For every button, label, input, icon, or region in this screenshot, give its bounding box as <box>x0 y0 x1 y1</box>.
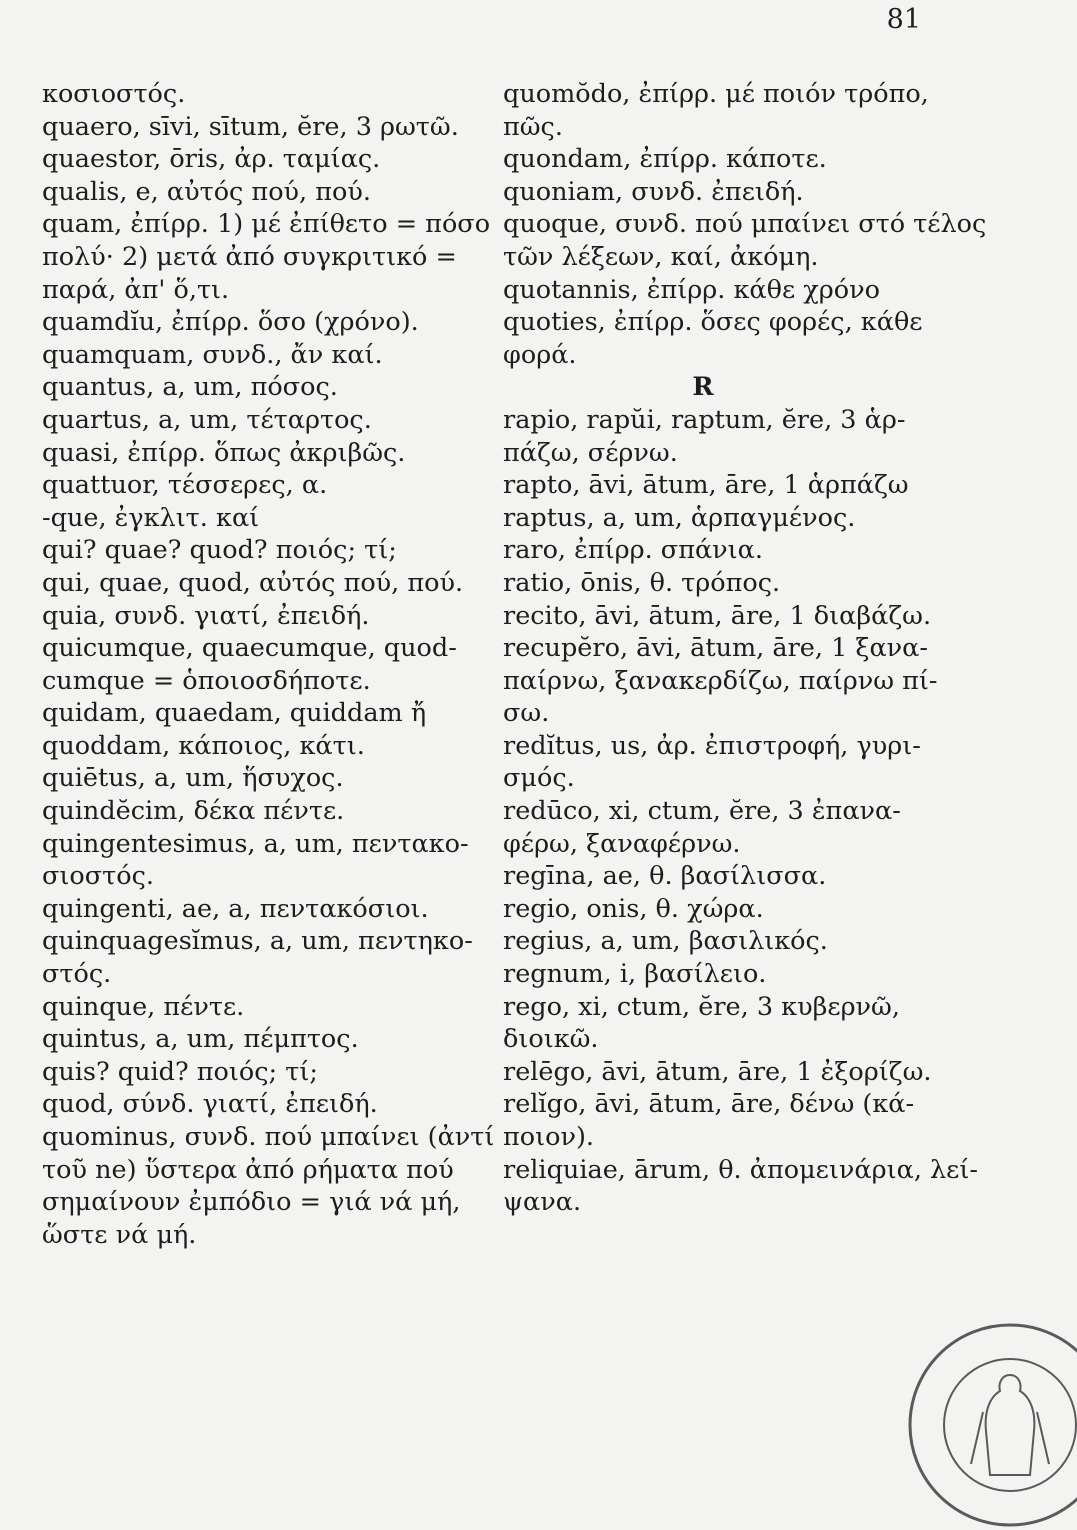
entry-line: quomŏdo, ἐπίρρ. μέ ποιόν τρόπο, <box>503 79 929 109</box>
dictionary-entry <box>42 111 462 144</box>
dictionary-entry <box>42 339 462 372</box>
entry-line: quantus, a, um, πόσος. <box>42 372 338 403</box>
dictionary-entry <box>503 176 953 209</box>
dictionary-entry <box>42 632 462 697</box>
entry-line: quamdĭu, ἐπίρρ. ὅσο (χρόνο). <box>42 307 419 338</box>
section-letter-heading: R <box>692 372 714 403</box>
dictionary-entry <box>503 860 953 893</box>
left-column <box>42 78 495 1251</box>
entry-line: quintus, a, um, πέμπτος. <box>42 1024 359 1055</box>
dictionary-entry <box>42 469 462 502</box>
entry-line: ποιον). <box>503 1122 595 1152</box>
entry-line: quingenti, ae, a, πεντακόσιοι. <box>42 893 429 924</box>
entry-line: quaestor, ōris, ἀρ. ταμίας. <box>42 144 381 175</box>
entry-line: quominus, συνδ. πού μπαίνει (ἀντί <box>42 1122 495 1152</box>
entry-line: quia, συνδ. γιατί, ἐπειδή. <box>42 600 370 631</box>
entry-line: quartus, a, um, τέταρτος. <box>42 404 372 435</box>
entry-line: τῶν λέξεων, καί, ἀκόμη. <box>503 241 819 272</box>
entry-line: πάζω, σέρνω. <box>503 437 678 468</box>
entry-line: ὥστε νά μή. <box>42 1219 197 1250</box>
dictionary-entry <box>42 893 462 926</box>
dictionary-entry <box>503 958 953 991</box>
entry-line: quondam, ἐπίρρ. κάποτε. <box>503 144 827 175</box>
dictionary-entry <box>42 828 469 893</box>
dictionary-entry <box>42 697 462 762</box>
dictionary-entry <box>503 600 953 633</box>
entry-line: φέρω, ξαναφέρνω. <box>503 828 741 859</box>
dictionary-entry <box>503 208 987 273</box>
entry-line: regius, a, um, βασιλικός. <box>503 926 828 957</box>
dictionary-entry <box>503 1088 953 1153</box>
dictionary-entry <box>42 306 462 339</box>
dictionary-entry <box>42 1056 462 1089</box>
page-number: 81 <box>886 4 921 35</box>
entry-line: quiētus, a, um, ἥσυχος. <box>42 763 344 794</box>
dictionary-entry <box>42 600 462 633</box>
dictionary-entry <box>503 1154 979 1219</box>
dictionary-entry <box>42 143 462 176</box>
library-stamp <box>905 1320 1077 1530</box>
dictionary-entry <box>42 404 462 437</box>
entry-line: qui, quae, quod, αὐτός πού, πού. <box>42 567 464 598</box>
entry-line: ψανα. <box>503 1187 582 1218</box>
entry-line: redūco, xi, ctum, ĕre, 3 ἐπανα- <box>503 796 901 827</box>
entry-line: παρά, ἀπ' ὅ,τι. <box>42 274 230 305</box>
dictionary-entry <box>503 925 953 958</box>
entry-line: σμός. <box>503 763 575 794</box>
dictionary-entry <box>503 1056 953 1089</box>
entry-line: στός. <box>42 959 112 990</box>
dictionary-entry <box>503 730 953 795</box>
entry-line: quod, σύνδ. γιατί, ἐπειδή. <box>42 1089 378 1120</box>
dictionary-entry <box>42 502 462 535</box>
dictionary-entry <box>503 306 953 371</box>
entry-line: qualis, e, αὐτός πού, πού. <box>42 176 371 207</box>
entry-line: κοσιοστός. <box>42 79 186 109</box>
entry-line: παίρνω, ξανακερδίζω, παίρνω πί- <box>503 665 938 696</box>
entry-line: φορά. <box>503 339 577 370</box>
entry-line: quoniam, συνδ. ἐπειδή. <box>503 176 804 207</box>
dictionary-entry <box>503 469 953 502</box>
entry-line: quoties, ἐπίρρ. ὅσες φορές, κάθε <box>503 307 923 338</box>
entry-line: recito, āvi, ātum, āre, 1 διαβάζω. <box>503 600 932 631</box>
dictionary-entry <box>503 795 953 860</box>
entry-line: πῶς. <box>503 111 563 142</box>
entry-line: quicumque, quaecumque, quod- <box>42 633 457 664</box>
entry-line: σημαίνουν ἐμπόδιο = γιά νά μή, <box>42 1187 461 1218</box>
entry-line: regīna, ae, θ. βασίλισσα. <box>503 861 827 892</box>
entry-line: quidam, quaedam, quiddam ἤ <box>42 698 427 729</box>
entry-line: σω. <box>503 698 550 729</box>
entry-line: quindĕcim, δέκα πέντε. <box>42 796 345 827</box>
dictionary-entry <box>503 991 953 1056</box>
entry-line: quinque, πέντε. <box>42 991 245 1022</box>
entry-line: recupĕro, āvi, ātum, āre, 1 ξανα- <box>503 633 929 664</box>
entry-line: quinquagesĭmus, a, um, πεντηκο- <box>42 926 473 957</box>
entry-line: quoque, συνδ. πού μπαίνει στό τέλος <box>503 209 987 240</box>
dictionary-entry <box>503 893 953 926</box>
entry-line: quotannis, ἐπίρρ. κάθε χρόνο <box>503 274 880 305</box>
dictionary-entry <box>503 534 953 567</box>
entry-line: cumque = ὁποιοσδήποτε. <box>42 665 371 696</box>
dictionary-entry <box>42 1121 495 1251</box>
dictionary-entry <box>42 371 462 404</box>
dictionary-entry <box>42 176 462 209</box>
dictionary-entry <box>42 78 462 111</box>
dictionary-entry <box>503 632 953 730</box>
dictionary-entry <box>42 795 462 828</box>
dictionary-entry <box>42 1088 462 1121</box>
dictionary-entry <box>42 991 462 1024</box>
entry-line: quasi, ἐπίρρ. ὅπως ἀκριβῶς. <box>42 437 406 468</box>
entry-line: rapio, rapŭi, raptum, ĕre, 3 ἁρ- <box>503 404 906 435</box>
dictionary-entry <box>42 762 462 795</box>
entry-line: -que, ἐγκλιτ. καί <box>42 502 260 533</box>
entry-line: relēgo, āvi, ātum, āre, 1 ἐξορίζω. <box>503 1056 932 1087</box>
entry-line: redĭtus, us, ἀρ. ἐπιστροφή, γυρι- <box>503 730 921 761</box>
dictionary-entry <box>42 925 473 990</box>
dictionary-entry <box>42 567 462 600</box>
entry-line: quattuor, τέσσερες, α. <box>42 470 328 501</box>
dictionary-entry <box>503 78 953 143</box>
entry-line: πολύ· 2) μετά ἀπό συγκριτικό = <box>42 241 457 272</box>
dictionary-entry <box>503 502 953 535</box>
dictionary-entry <box>503 143 953 176</box>
dictionary-entry <box>42 1023 462 1056</box>
entry-line: τοῦ ne) ὕστερα ἀπό ρήματα πού <box>42 1154 454 1185</box>
entry-line: regnum, i, βασίλειο. <box>503 959 767 990</box>
entry-line: σιοστός. <box>42 861 155 892</box>
dictionary-entry <box>503 274 953 307</box>
entry-line: quamquam, συνδ., ἄν καί. <box>42 339 383 370</box>
entry-line: raptus, a, um, ἁρπαγμένος. <box>503 502 856 533</box>
entry-line: relĭgo, āvi, ātum, āre, δένω (κά- <box>503 1089 915 1120</box>
entry-line: raro, ἐπίρρ. σπάνια. <box>503 535 763 566</box>
entry-line: rego, xi, ctum, ĕre, 3 κυβερνῶ, <box>503 991 900 1022</box>
entry-line: rapto, āvi, ātum, āre, 1 ἁρπάζω <box>503 470 909 501</box>
dictionary-entry <box>42 534 462 567</box>
entry-line: διοικῶ. <box>503 1024 599 1055</box>
entry-line: quam, ἐπίρρ. 1) μέ ἐπίθετο = πόσο <box>42 209 491 240</box>
entry-line: ratio, ōnis, θ. τρόπος. <box>503 567 781 598</box>
entry-line: quaero, sīvi, sītum, ĕre, 3 ρωτῶ. <box>42 111 459 142</box>
entry-line: reliquiae, ārum, θ. ἀπομεινάρια, λεί- <box>503 1154 979 1185</box>
right-column <box>503 78 987 1219</box>
entry-line: regio, onis, θ. χώρα. <box>503 893 764 924</box>
dictionary-entry <box>42 208 491 306</box>
entry-line: quis? quid? ποιός; τί; <box>42 1056 318 1087</box>
entry-line: quoddam, κάποιος, κάτι. <box>42 730 365 761</box>
dictionary-entry <box>42 437 462 470</box>
dictionary-entry <box>503 567 953 600</box>
entry-line: qui? quae? quod? ποιός; τί; <box>42 535 397 566</box>
entry-line: quingentesimus, a, um, πεντακο- <box>42 828 469 859</box>
dictionary-entry <box>503 404 953 469</box>
